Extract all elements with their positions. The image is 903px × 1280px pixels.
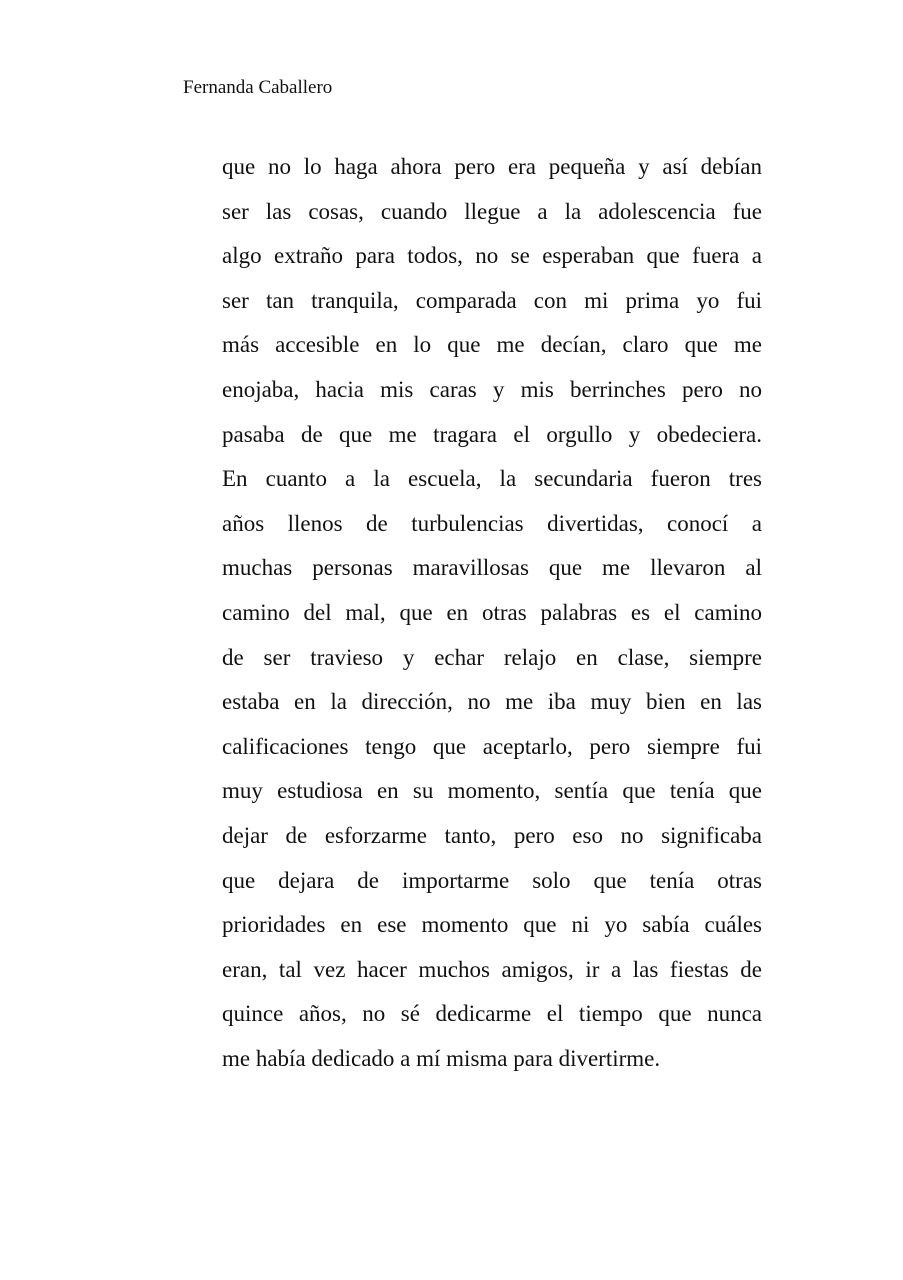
text-line: algo extraño para todos, no se esperaban que fuera a xyxy=(222,243,762,269)
text-line: ser tan tranquila, comparada con mi prima yo fui xyxy=(222,287,762,313)
text-line: muy estudiosa en su momento, sentía que tenía que xyxy=(222,778,762,804)
text-line-last: me había dedicado a mí misma para divertirme. xyxy=(222,1045,661,1071)
text-line: más accesible en lo que me decían, claro que me xyxy=(222,332,762,358)
text-line: enojaba, hacia mis caras y mis berrinches pero no xyxy=(222,376,762,402)
text-line: pasaba de que me tragara el orgullo y obedeciera. xyxy=(222,421,762,447)
text-line: muchas personas maravillosas que me llevaron al xyxy=(222,555,762,581)
text-line: calificaciones tengo que aceptarlo, pero siempre fui xyxy=(222,733,762,759)
text-line: eran, tal vez hacer muchos amigos, ir a las fiestas de xyxy=(222,956,762,982)
text-line: camino del mal, que en otras palabras es el camino xyxy=(222,599,762,625)
running-header-author: Fernanda Caballero xyxy=(183,77,333,98)
text-line: dejar de esforzarme tanto, pero eso no significaba xyxy=(222,822,762,848)
text-line: años llenos de turbulencias divertidas, conocí a xyxy=(222,510,762,536)
text-line: que no lo haga ahora pero era pequeña y así debían xyxy=(222,154,762,179)
text-line: En cuanto a la escuela, la secundaria fueron tres xyxy=(222,466,762,492)
text-line: prioridades en ese momento que ni yo sabía cuáles xyxy=(222,912,762,938)
text-line: quince años, no sé dedicarme el tiempo que nunca xyxy=(222,1001,762,1027)
body-paragraph xyxy=(222,145,762,1081)
text-line: de ser travieso y echar relajo en clase, siempre xyxy=(222,644,762,670)
text-line: ser las cosas, cuando llegue a la adolescencia fue xyxy=(222,198,762,224)
text-line: que dejara de importarme solo que tenía otras xyxy=(222,867,762,893)
text-line: estaba en la dirección, no me iba muy bien en las xyxy=(222,689,762,715)
